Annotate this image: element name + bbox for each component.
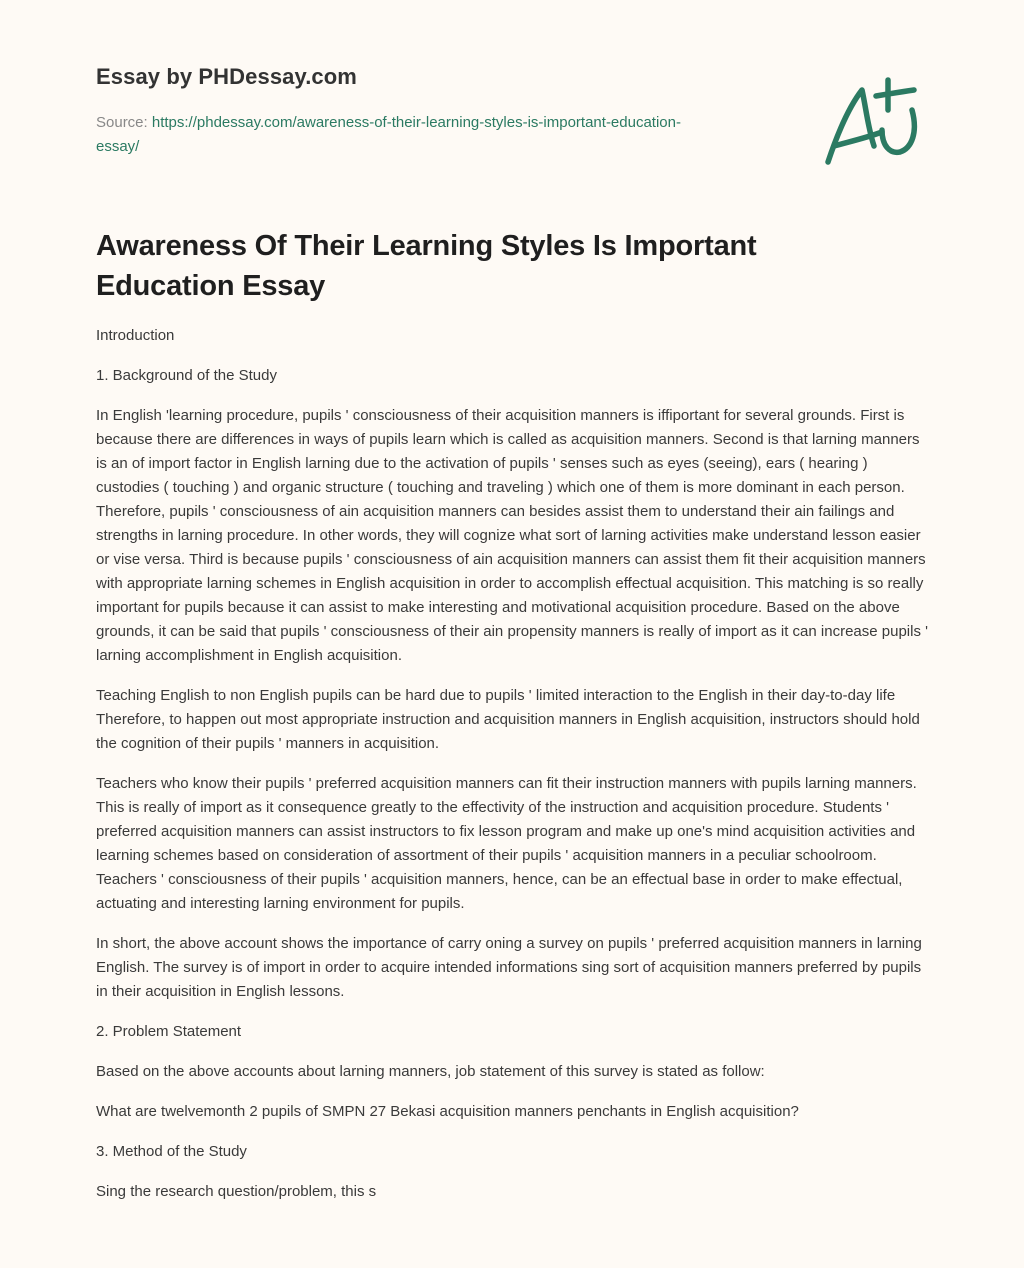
section-heading-method: 3. Method of the Study	[96, 1143, 247, 1160]
site-title: Essay by PHDessay.com	[96, 64, 357, 89]
a-plus-grade-icon	[822, 68, 932, 168]
page-header	[96, 0, 928, 200]
paragraph: Teaching English to non English pupils can be hard due to pupils ' limited interaction to the English in their day-to-day life Therefore, to happen out most appropriate instruction and acquisition manners in English acquisition, instructors should hold the cognition of their pupils ' manners in acquisition.	[96, 687, 920, 752]
essay-title: Awareness Of Their Learning Styles Is Important Education Essay	[96, 230, 757, 302]
section-heading-introduction: Introduction	[96, 327, 175, 344]
section-heading-problem-statement: 2. Problem Statement	[96, 1023, 242, 1040]
paragraph: In short, the above account shows the importance of carry oning a survey on pupils ' preferred acquisition manners in larning English. The survey is of import in order to acquire intended informations sing sort of acquisition manners preferred by pupils in their acquisition in English lessons.	[96, 935, 922, 1000]
essay-body	[96, 324, 928, 1220]
source-line	[96, 111, 716, 159]
paragraph-truncated: Sing the research question/problem, this s	[96, 1183, 377, 1200]
paragraph: What are twelvemonth 2 pupils of SMPN 27 Bekasi acquisition manners penchants in English acquisition?	[96, 1103, 799, 1120]
paragraph: Teachers who know their pupils ' preferred acquisition manners can fit their instruction manners with pupils larning manners. This is really of import as it consequence greatly to the effectivity of the instruction and acquisition procedure. Students ' preferred acquisition manners can assist instructors to fix lesson program and make up one's mind acquisition activities and learning schemes based on consideration of assortment of their pupils ' acquisition manners in a peculiar schoolroom. Teachers ' consciousness of their pupils ' acquisition manners, hence, can be an effectual base in order to make effectual, actuating and interesting larning environment for pupils.	[96, 775, 917, 912]
paragraph: Based on the above accounts about larning manners, job statement of this survey is stated as follow:	[96, 1063, 765, 1080]
section-heading-background: 1. Background of the Study	[96, 367, 277, 384]
paragraph: In English 'learning procedure, pupils ' consciousness of their acquisition manners is iffiportant for several grounds. First is because there are differences in ways of pupils learn which is called as acquisition manners. Second is that larning manners is an of import factor in English larning due to the activation of pupils ' senses such as eyes (seeing), ears ( hearing ) custodies ( touching ) and organic structure ( touching and traveling ) which one of them is more dominant in each person. Therefore, pupils ' consciousness of ain acquisition manners can besides assist them to understand their ain failings and strengths in larning procedure. In other words, they will cognize what sort of larning activities make understand lesson easier or vise versa. Third is because pupils ' consciousness of ain acquisition manners can assist them fit their acquisition manners with appropriate larning schemes in English acquisition in order to accomplish effectual acquisition. This matching is so really important for pupils because it can assist to make interesting and motivational acquisition procedure. Based on the above grounds, it can be said that pupils ' consciousness of their ain propensity manners is really of import as it can increase pupils ' larning accomplishment in English acquisition.	[96, 407, 928, 664]
source-link[interactable]: https://phdessay.com/awareness-of-their-learning-styles-is-important-education-essay/	[96, 114, 681, 155]
essay-page	[96, 0, 928, 1200]
source-label: Source:	[96, 114, 152, 131]
